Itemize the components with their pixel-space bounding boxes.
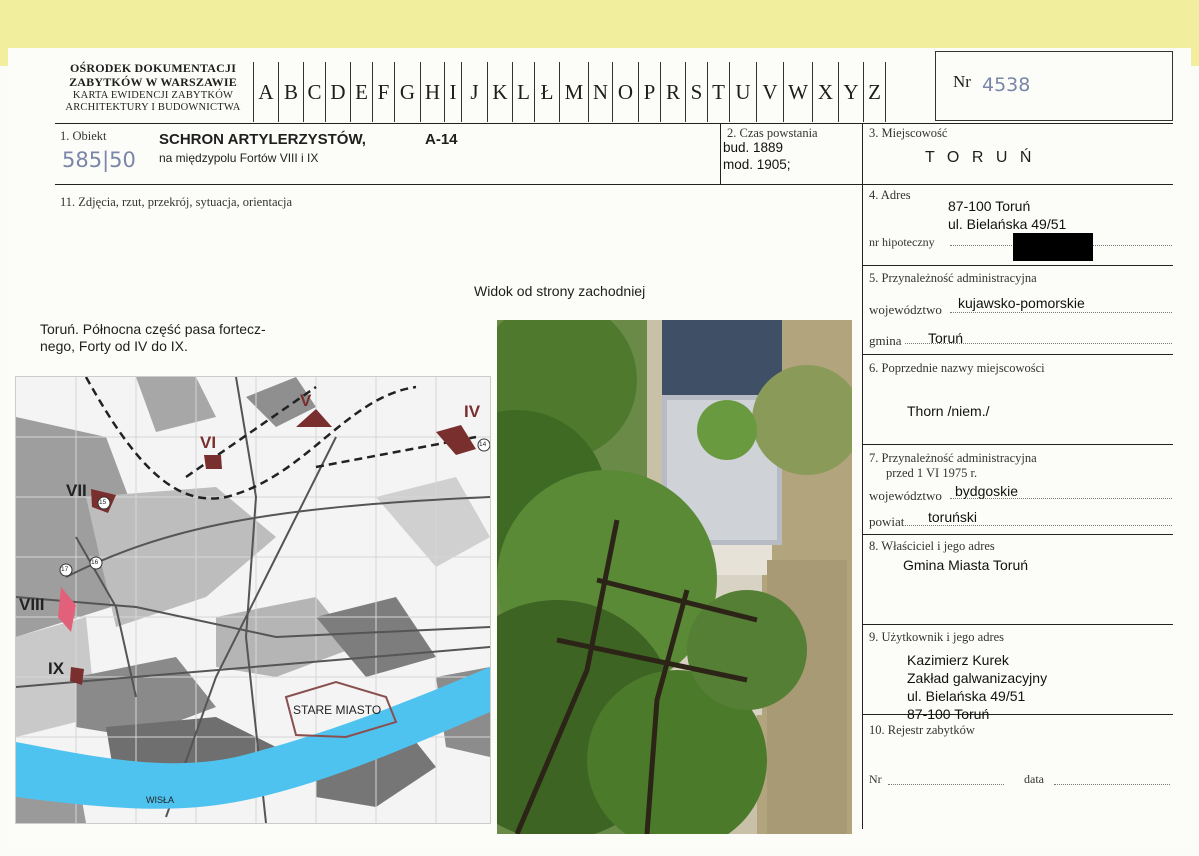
letter-box: H bbox=[420, 62, 444, 122]
hipoteczny-label: nr hipoteczny bbox=[869, 235, 935, 249]
letter-box: M bbox=[559, 62, 588, 122]
czas-line1: bud. 1889 bbox=[723, 140, 784, 155]
record-number-handwritten: 4538 bbox=[982, 74, 1031, 96]
zdjecia-label: 11. Zdjęcia, rzut, przekrój, sytuacja, orientacja bbox=[60, 195, 293, 209]
przed-woj-dotted-line bbox=[950, 498, 1172, 499]
obiekt-subtitle: na międzypolu Fortów VIII i IX bbox=[159, 151, 319, 165]
uzytkownik-line2: Zakład galwanizacyjny bbox=[907, 670, 1048, 686]
czas-label: 2. Czas powstania bbox=[727, 126, 818, 140]
przynaleznosc-label: 5. Przynależność administracyjna bbox=[869, 271, 1037, 285]
record-number-label: Nr bbox=[953, 72, 971, 91]
przynaleznosc-gmina-label: gmina bbox=[869, 333, 902, 348]
letter-box: W bbox=[783, 62, 812, 122]
redaction-box bbox=[1013, 233, 1093, 261]
letter-box: X bbox=[812, 62, 838, 122]
letter-box: Y bbox=[838, 62, 863, 122]
letter-box: I bbox=[444, 62, 461, 122]
uzytkownik-line3: ul. Bielańska 49/51 bbox=[907, 688, 1026, 704]
przynaleznosc-woj-value: kujawsko-pomorskie bbox=[958, 295, 1085, 311]
institution-line1: OŚRODEK DOKUMENTACJI bbox=[69, 61, 237, 75]
letter-box: U bbox=[729, 62, 756, 122]
divider bbox=[862, 265, 1173, 266]
wlasciciel-label: 8. Właściciel i jego adres bbox=[869, 539, 995, 553]
divider bbox=[862, 354, 1173, 355]
poprzednie-label: 6. Poprzednie nazwy miejscowości bbox=[869, 361, 1045, 375]
fortress-map bbox=[15, 376, 491, 824]
map-caption-line2: nego, Forty od IV do IX. bbox=[40, 338, 188, 354]
gmina-dotted-line bbox=[905, 343, 1172, 344]
rejestr-label: 10. Rejestr zabytków bbox=[869, 723, 975, 737]
letter-box: T bbox=[707, 62, 729, 122]
rejestr-data-label: data bbox=[1024, 772, 1044, 786]
obiekt-label: 1. Obiekt bbox=[60, 129, 107, 143]
institution-line4: ARCHITEKTURY I BUDOWNICTWA bbox=[65, 101, 241, 113]
map-graphic bbox=[16, 377, 490, 823]
route-number: 14 bbox=[479, 441, 487, 448]
adres-line2: ul. Bielańska 49/51 bbox=[948, 216, 1067, 232]
obiekt-name: SCHRON ARTYLERZYSTÓW, bbox=[159, 131, 366, 148]
przed-woj-label: województwo bbox=[869, 488, 942, 503]
przynaleznosc-woj-label: województwo bbox=[869, 302, 942, 317]
adres-line1: 87-100 Toruń bbox=[948, 198, 1031, 214]
institution-header bbox=[55, 62, 251, 114]
fort-label-viii: VIII bbox=[19, 595, 45, 614]
letter-box: O bbox=[612, 62, 638, 122]
divider bbox=[55, 123, 1173, 124]
institution-line2: ZABYTKÓW W WARSZAWIE bbox=[69, 74, 237, 89]
fort-label-iv: IV bbox=[464, 402, 481, 421]
przynaleznosc-przed-label: 7. Przynależność administracyjna bbox=[869, 451, 1037, 465]
divider bbox=[862, 624, 1173, 625]
letter-box: A bbox=[253, 62, 278, 122]
rejestr-nr-label: Nr bbox=[869, 772, 882, 786]
letter-box: E bbox=[350, 62, 372, 122]
miejscowosc-label: 3. Miejscowość bbox=[869, 126, 948, 140]
map-caption-line1: Toruń. Północna część pasa fortecz- bbox=[40, 321, 266, 337]
map-label-stare-miasto: STARE MIASTO bbox=[293, 703, 382, 717]
divider bbox=[862, 534, 1173, 535]
letter-box: V bbox=[756, 62, 783, 122]
letter-box: R bbox=[660, 62, 685, 122]
obiekt-code: A-14 bbox=[425, 131, 458, 148]
letter-box: G bbox=[394, 62, 420, 122]
przed-woj-value: bydgoskie bbox=[955, 483, 1019, 499]
rejestr-data-dotted-line bbox=[1054, 784, 1170, 785]
rejestr-nr-dotted-line bbox=[888, 784, 1004, 785]
letter-box: F bbox=[372, 62, 394, 122]
woj-dotted-line bbox=[950, 312, 1172, 313]
institution-line3: KARTA EWIDENCJI ZABYTKÓW bbox=[72, 89, 234, 101]
letter-box: C bbox=[303, 62, 325, 122]
letter-box: B bbox=[278, 62, 303, 122]
divider bbox=[862, 444, 1173, 445]
czas-line2: mod. 1905; bbox=[723, 157, 791, 172]
letter-box: N bbox=[588, 62, 612, 122]
letter-box: L bbox=[512, 62, 534, 122]
letter-box: D bbox=[325, 62, 350, 122]
fort-label-ix: IX bbox=[48, 659, 65, 678]
adres-label: 4. Adres bbox=[869, 188, 911, 202]
photo-caption: Widok od strony zachodniej bbox=[474, 283, 646, 299]
map-label-wisla: WISŁA bbox=[146, 795, 175, 805]
letter-box: S bbox=[685, 62, 707, 122]
fort-label-vii: VII bbox=[66, 481, 87, 500]
letter-box: J bbox=[461, 62, 487, 122]
obiekt-handwritten-number: 585|50 bbox=[62, 148, 136, 172]
powiat-dotted-line bbox=[905, 525, 1172, 526]
uzytkownik-line1: Kazimierz Kurek bbox=[907, 652, 1009, 668]
building-photo bbox=[497, 320, 852, 834]
miejscowosc-value: T O R U Ń bbox=[925, 149, 1036, 166]
fort-label-v: V bbox=[300, 391, 312, 410]
letter-box: K bbox=[487, 62, 512, 122]
letter-box: P bbox=[638, 62, 660, 122]
route-number: 16 bbox=[91, 559, 99, 566]
przynaleznosc-przed-date: przed 1 VI 1975 r. bbox=[886, 466, 978, 480]
divider bbox=[720, 123, 721, 184]
wlasciciel-value: Gmina Miasta Toruń bbox=[903, 557, 1029, 573]
letter-box: Z bbox=[863, 62, 885, 122]
uzytkownik-label: 9. Użytkownik i jego adres bbox=[869, 630, 1005, 644]
route-number: 17 bbox=[61, 566, 69, 573]
przed-powiat-label: powiat bbox=[869, 514, 905, 529]
przed-powiat-value: toruński bbox=[928, 509, 978, 525]
classification-letters bbox=[253, 62, 888, 122]
route-number: 15 bbox=[99, 499, 107, 506]
divider bbox=[862, 123, 863, 829]
poprzednie-value: Thorn /niem./ bbox=[907, 403, 990, 419]
divider bbox=[55, 184, 1173, 185]
photo-graphic bbox=[497, 320, 852, 834]
uzytkownik-line4: 87-100 Toruń bbox=[907, 706, 990, 722]
fort-label-vi: VI bbox=[200, 433, 217, 452]
letter-box: Ł bbox=[534, 62, 559, 122]
letter-box-end bbox=[885, 62, 888, 122]
przynaleznosc-gmina-value: Toruń bbox=[928, 330, 964, 346]
